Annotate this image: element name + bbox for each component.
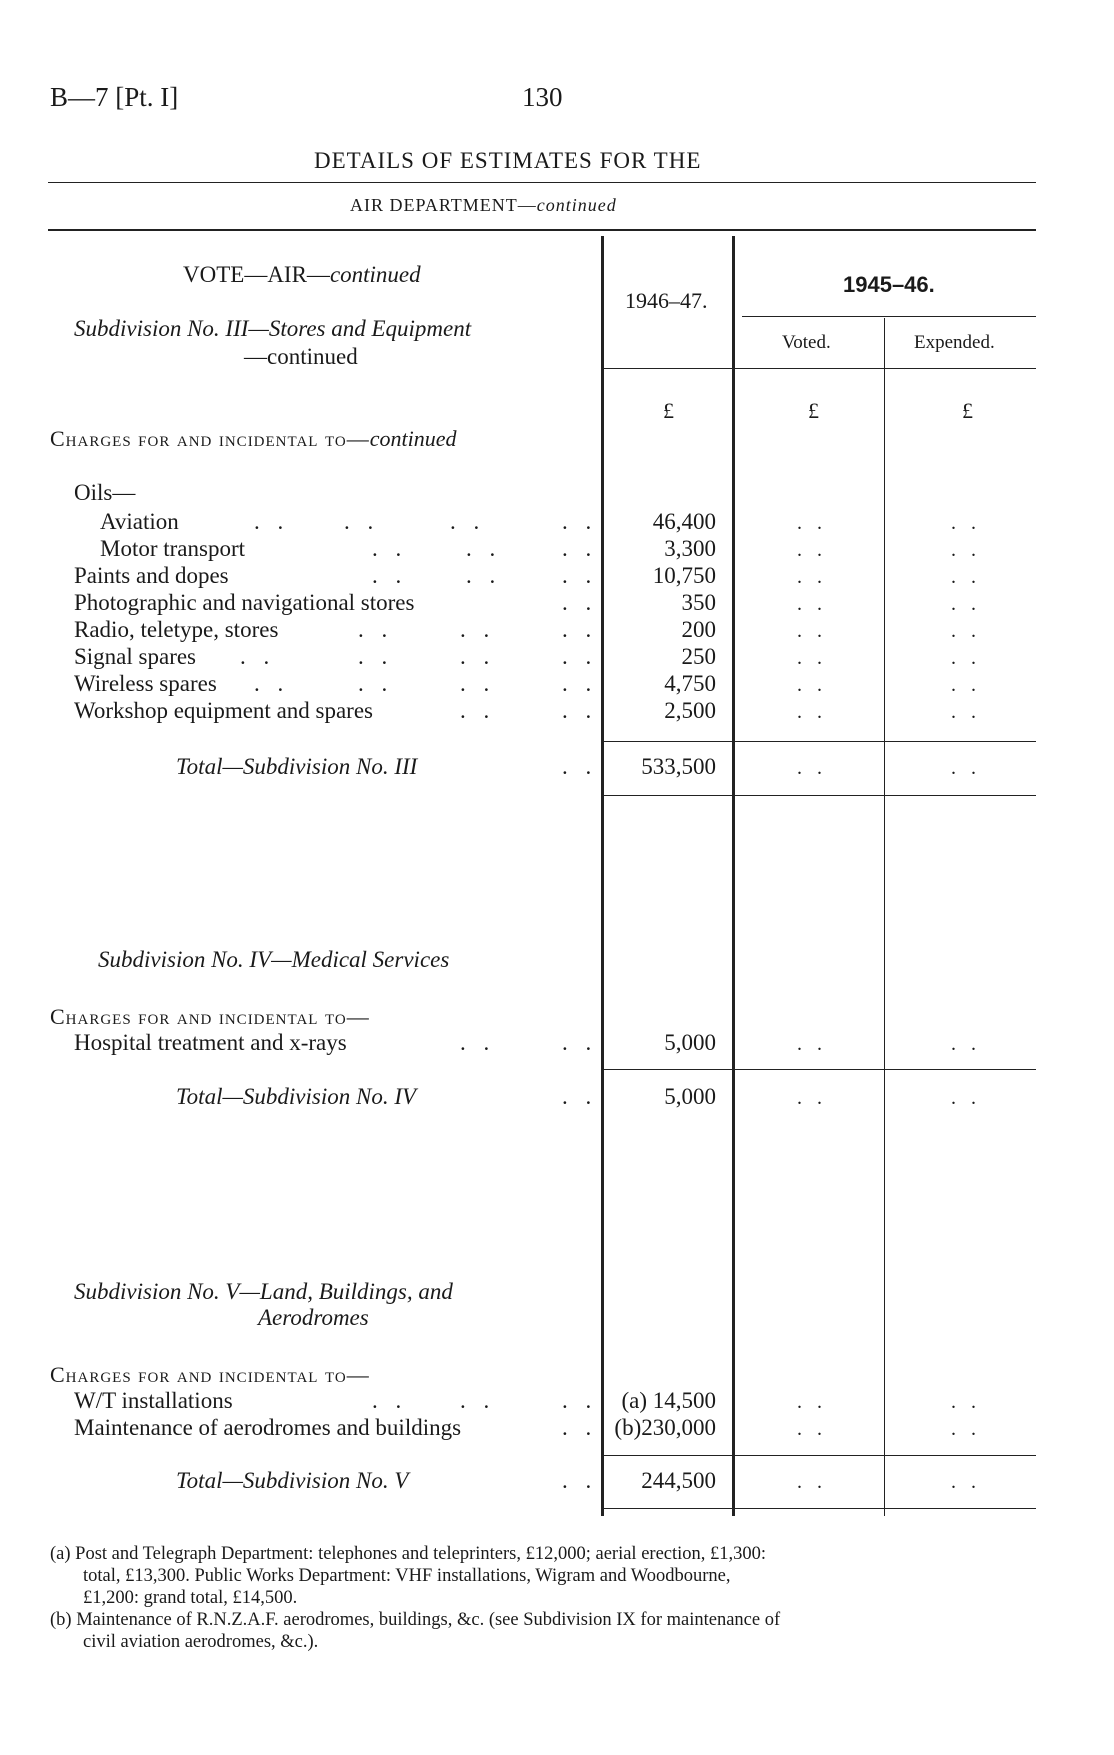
column-rule-right xyxy=(884,318,885,1516)
voted-empty-cell: . . xyxy=(797,674,827,696)
sub5-total-rule-bottom xyxy=(601,1508,1036,1509)
sub3-item-label: Photographic and navigational stores xyxy=(74,590,415,615)
leader-dots: . . xyxy=(562,509,598,534)
vote-title-text: VOTE—AIR— xyxy=(183,262,330,287)
sub3-item-label: Motor transport xyxy=(100,536,246,561)
sub3-heading-cont: —continued xyxy=(244,344,358,369)
sub4-item-amount: 5,000 xyxy=(664,1030,716,1055)
department-suffix: continued xyxy=(536,195,617,215)
leader-dots: . . xyxy=(240,644,276,669)
header-rule-bottom xyxy=(604,368,1036,369)
currency-expended: £ xyxy=(962,398,973,423)
year-current-header: 1946–47. xyxy=(625,288,708,313)
expended-empty-cell: . . xyxy=(951,539,981,561)
sub4-charges-heading: Charges for and incidental to— xyxy=(50,1004,370,1029)
footnote-a-line1: (a) Post and Telegraph Department: telephones and teleprinters, £12,000; aerial erection, £1,300: xyxy=(50,1544,767,1564)
sub5-item-label: Maintenance of aerodromes and buildings xyxy=(74,1415,462,1440)
sub3-item-amount: 2,500 xyxy=(664,698,716,723)
sub3-charges-heading xyxy=(50,426,456,452)
sub3-item-amount: 200 xyxy=(681,617,716,642)
voted-empty-cell: . . xyxy=(797,1391,827,1413)
sub5-heading-cont: Aerodromes xyxy=(258,1305,369,1330)
sub4-total-amount: 5,000 xyxy=(664,1084,716,1109)
sub3-item-amount: 250 xyxy=(681,644,716,669)
sub5-total-label: Total—Subdivision No. V xyxy=(176,1468,409,1493)
voted-empty-cell: . . xyxy=(797,701,827,723)
column-rule-middle xyxy=(732,236,735,1516)
expended-empty-cell: . . xyxy=(951,566,981,588)
sub5-heading: Subdivision No. V—Land, Buildings, and xyxy=(74,1279,453,1304)
sub3-item-label: Paints and dopes xyxy=(74,563,229,588)
leader-dots: . . xyxy=(254,671,290,696)
sub3-item-label: Radio, teletype, stores xyxy=(74,617,279,642)
leader-dots: . . xyxy=(460,617,496,642)
currency-1946: £ xyxy=(663,398,674,423)
year-prior-header: 1945–46. xyxy=(843,272,935,297)
expended-empty-cell: . . xyxy=(951,1033,981,1055)
title-rule xyxy=(48,182,1036,183)
leader-dots: . . xyxy=(562,754,598,779)
sub3-total-rule-bottom xyxy=(601,795,1036,796)
sub4-total-rule-top xyxy=(601,1069,1036,1070)
voted-header: Voted. xyxy=(782,332,831,353)
oils-group-label: Oils— xyxy=(74,480,136,505)
footnote-a-line3: £1,200: grand total, £14,500. xyxy=(83,1588,298,1608)
leader-dots: . . xyxy=(460,698,496,723)
sub4-total-label: Total—Subdivision No. IV xyxy=(176,1084,417,1109)
vote-title-suffix: continued xyxy=(329,262,421,287)
expended-empty-cell: . . xyxy=(951,593,981,615)
sub5-item-label: W/T installations xyxy=(74,1388,233,1413)
leader-dots: . . xyxy=(562,536,598,561)
voted-empty-cell: . . xyxy=(797,512,827,534)
leader-dots: . . xyxy=(562,1468,598,1493)
leader-dots: . . xyxy=(562,698,598,723)
sub3-item-label: Workshop equipment and spares xyxy=(74,698,373,723)
department-name: AIR DEPARTMENT— xyxy=(350,195,537,215)
voted-empty-cell: . . xyxy=(797,647,827,669)
leader-dots: . . xyxy=(562,617,598,642)
sub4-heading: Subdivision No. IV—Medical Services xyxy=(98,947,450,972)
voted-empty-cell: . . xyxy=(797,593,827,615)
voted-empty-cell: . . xyxy=(797,1471,827,1493)
currency-voted: £ xyxy=(808,398,819,423)
sub5-item-amount: (a) 14,500 xyxy=(621,1388,716,1413)
sub3-total-amount: 533,500 xyxy=(641,754,716,779)
expended-empty-cell: . . xyxy=(951,512,981,534)
leader-dots: . . xyxy=(460,644,496,669)
column-rule-left xyxy=(601,236,604,1516)
leader-dots: . . xyxy=(562,644,598,669)
sub5-charges-heading: Charges for and incidental to— xyxy=(50,1362,370,1387)
leader-dots: . . xyxy=(254,509,290,534)
leader-dots: . . xyxy=(460,671,496,696)
leader-dots: . . xyxy=(562,590,598,615)
sub3-item-amount: 350 xyxy=(681,590,716,615)
voted-empty-cell: . . xyxy=(797,566,827,588)
leader-dots: . . xyxy=(562,1084,598,1109)
expended-empty-cell: . . xyxy=(951,1418,981,1440)
voted-empty-cell: . . xyxy=(797,1418,827,1440)
sub5-item-amount: (b)230,000 xyxy=(614,1415,716,1440)
sub3-item-amount: 4,750 xyxy=(664,671,716,696)
sub5-total-rule-top xyxy=(601,1455,1036,1456)
header-rule-year xyxy=(742,316,1036,317)
leader-dots: . . xyxy=(466,536,502,561)
expended-empty-cell: . . xyxy=(951,1087,981,1109)
leader-dots: . . xyxy=(372,1388,408,1413)
expended-empty-cell: . . xyxy=(951,620,981,642)
sub3-total-label: Total—Subdivision No. III xyxy=(176,754,418,779)
leader-dots: . . xyxy=(344,509,380,534)
expended-empty-cell: . . xyxy=(951,674,981,696)
leader-dots: . . xyxy=(358,644,394,669)
page-title: DETAILS OF ESTIMATES FOR THE xyxy=(314,148,702,173)
sub3-item-label: Signal spares xyxy=(74,644,197,669)
voted-empty-cell: . . xyxy=(797,620,827,642)
sub3-total-rule-top xyxy=(601,741,1036,742)
expended-empty-cell: . . xyxy=(951,1471,981,1493)
voted-empty-cell: . . xyxy=(797,1033,827,1055)
leader-dots: . . xyxy=(372,563,408,588)
sub3-charges-suffix: continued xyxy=(369,426,457,451)
department-rule xyxy=(48,229,1036,231)
sub4-item-label: Hospital treatment and x-rays xyxy=(74,1030,347,1055)
expended-empty-cell: . . xyxy=(951,757,981,779)
expended-empty-cell: . . xyxy=(951,1391,981,1413)
footnote-a-line2: total, £13,300. Public Works Department: VHF installations, Wigram and Woodbourne, xyxy=(83,1566,731,1586)
sub3-item-amount: 46,400 xyxy=(652,509,716,534)
footnote-b-line1: (b) Maintenance of R.N.Z.A.F. aerodromes, buildings, &c. (see Subdivision IX for maintenance of xyxy=(50,1610,781,1630)
leader-dots: . . xyxy=(562,671,598,696)
leader-dots: . . xyxy=(466,563,502,588)
footnote-b-line2: civil aviation aerodromes, &c.). xyxy=(83,1632,319,1652)
sub3-item-label: Aviation xyxy=(100,509,179,534)
sub3-heading: Subdivision No. III—Stores and Equipment xyxy=(74,316,472,341)
voted-empty-cell: . . xyxy=(797,539,827,561)
leader-dots: . . xyxy=(460,1388,496,1413)
expended-header: Expended. xyxy=(914,332,995,353)
expended-empty-cell: . . xyxy=(951,647,981,669)
leader-dots: . . xyxy=(358,617,394,642)
leader-dots: . . xyxy=(372,536,408,561)
sub3-charges-text: Charges for and incidental to— xyxy=(50,426,370,451)
sub3-item-amount: 10,750 xyxy=(652,563,716,588)
expended-empty-cell: . . xyxy=(951,701,981,723)
leader-dots: . . xyxy=(460,1030,496,1055)
page-ref: B—7 [Pt. I] xyxy=(50,82,179,112)
leader-dots: . . xyxy=(562,1030,598,1055)
sub5-total-amount: 244,500 xyxy=(641,1468,716,1493)
department-heading xyxy=(350,195,617,216)
voted-empty-cell: . . xyxy=(797,757,827,779)
leader-dots: . . xyxy=(562,563,598,588)
leader-dots: . . xyxy=(450,509,486,534)
sub3-item-amount: 3,300 xyxy=(664,536,716,561)
leader-dots: . . xyxy=(358,671,394,696)
leader-dots: . . xyxy=(562,1415,598,1440)
page-number: 130 xyxy=(522,82,563,112)
vote-title xyxy=(183,262,421,288)
sub3-item-label: Wireless spares xyxy=(74,671,217,696)
voted-empty-cell: . . xyxy=(797,1087,827,1109)
leader-dots: . . xyxy=(562,1388,598,1413)
